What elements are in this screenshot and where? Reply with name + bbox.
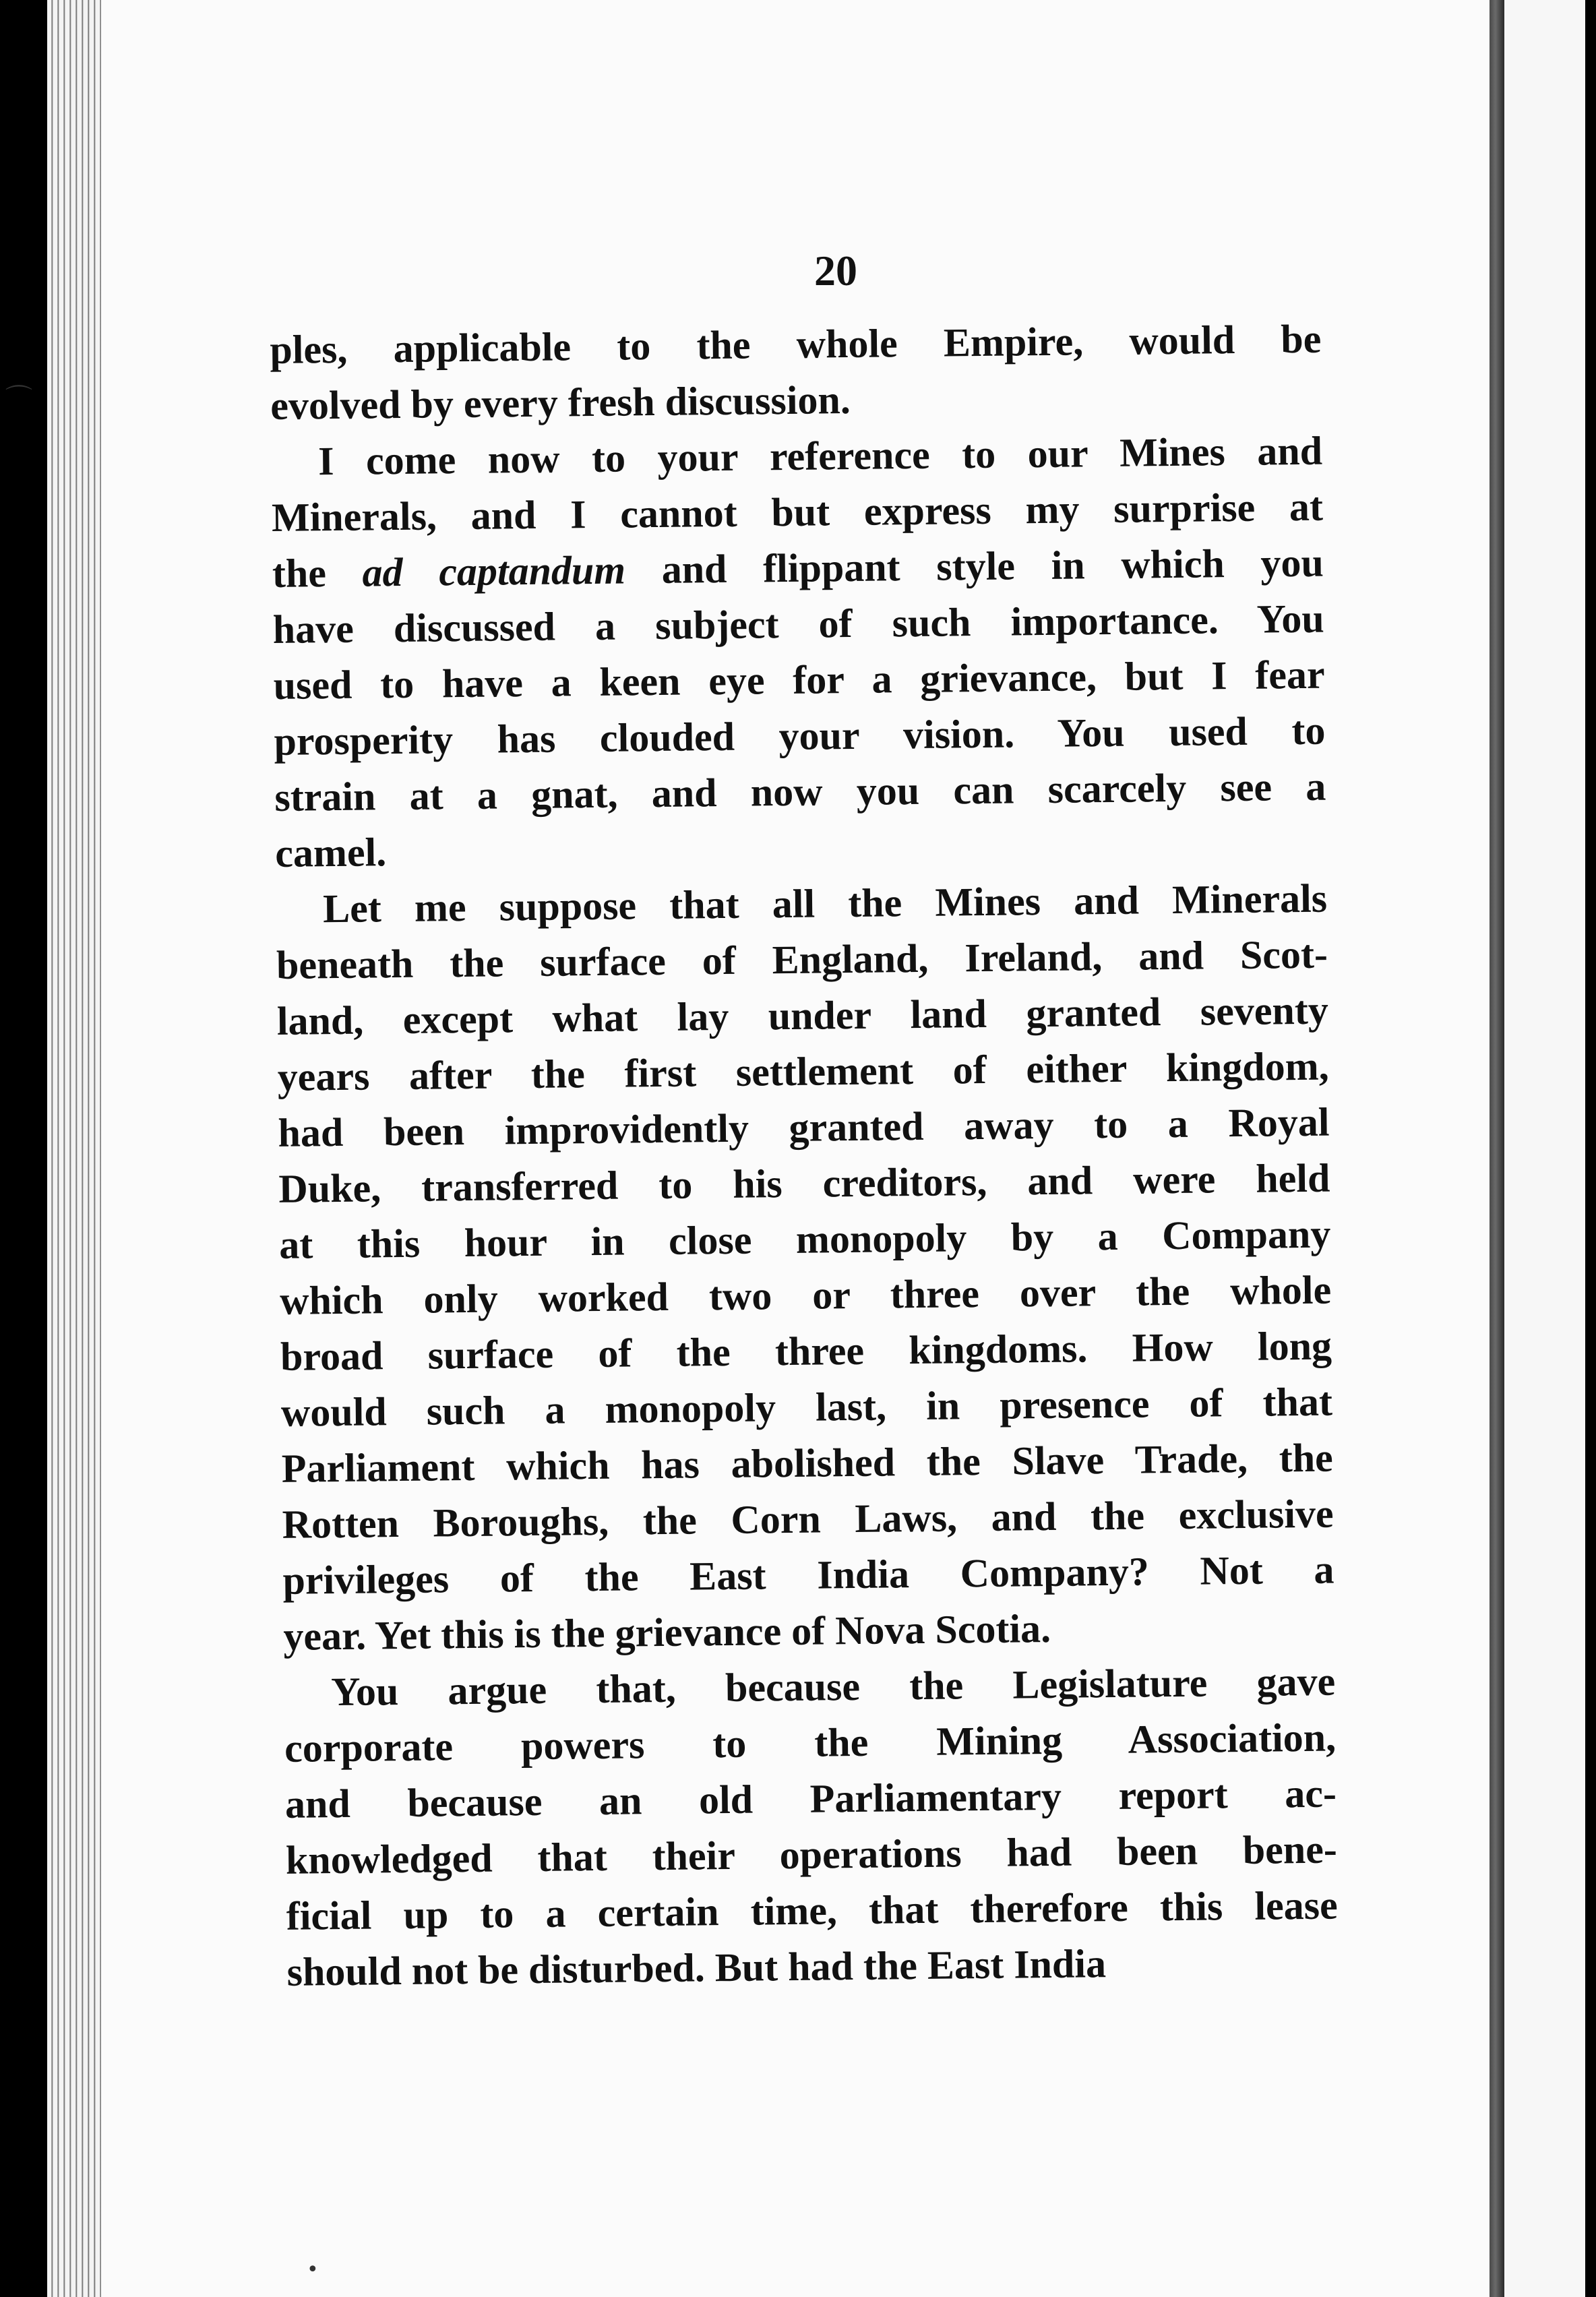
text-line: broad surface of the three kingdoms. How long [280,1323,1332,1379]
text-line: evolved by every fresh discussion. [270,377,851,428]
text-line: have discussed a subject of such importance. You [272,596,1325,652]
text-line: Minerals, and I cannot but express my surprise at [271,484,1324,540]
text-line: knowledged that their operations had been bene- [285,1827,1338,1882]
text-line: Duke, transferred to his creditors, and were held [278,1155,1330,1211]
text-line: beneath the surface of England, Ireland, and Scot- [276,931,1328,987]
text-line: land, except what lay under land granted seventy [276,987,1329,1043]
text-line: and because an old Parliamentary report ac- [284,1771,1337,1827]
text-line: ples, applicable to the whole Empire, would be [270,316,1322,372]
text-line: Rotten Boroughs, the Corn Laws, and the exclusive [282,1491,1334,1547]
paragraph [276,871,1335,1665]
text-line: would such a monopoly last, in presence of that [280,1379,1333,1435]
page-number: 20 [814,247,857,295]
paragraph [284,1654,1339,2000]
text-line: Let me suppose that all the Mines and Minerals [322,876,1328,931]
binding-shadow [1490,0,1504,2297]
text-line: I come now to your reference to our Mines and [317,428,1323,484]
text-line: privileges of the East India Company? Not a [282,1547,1334,1603]
text-line: camel. [274,830,387,876]
body-text [270,311,1339,2000]
text-line: which only worked two or three over the whole [279,1267,1332,1323]
text-line: corporate powers to the Mining Association, [284,1715,1337,1771]
text-line: strain at a gnat, and now you can scarcely see a [274,764,1326,820]
text-line: at this hour in close monopoly by a Company [278,1211,1331,1267]
text-line: You argue that, because the Legislature gave [330,1659,1336,1715]
text-line: should not be disturbed. But had the East India [286,1941,1107,1994]
text-line: Parliament which has abolished the Slave Trade, the [281,1435,1334,1491]
text-line: ficial up to a certain time, that therefore this lease [286,1882,1339,1938]
text-line: used to have a keen eye for a grievance, but I fear [273,652,1325,708]
text-line: the ad captandum and flippant style in which you [272,540,1324,596]
page-stack-edges [47,0,108,2297]
text-line: prosperity has clouded your vision. You used to [274,708,1326,764]
ink-speck-icon: • [307,2258,319,2281]
paragraph [270,311,1322,434]
text-line: years after the first settlement of either kingdom, [277,1043,1329,1099]
text-line: had been improvidently granted away to a Royal [278,1099,1330,1155]
margin-mark-icon: ⌒ [5,384,32,415]
next-page-edge [1504,0,1585,2297]
text-line: year. Yet this is the grievance of Nova Scotia. [283,1605,1051,1659]
paragraph [271,423,1327,882]
italic-phrase: ad captandum [362,547,626,595]
